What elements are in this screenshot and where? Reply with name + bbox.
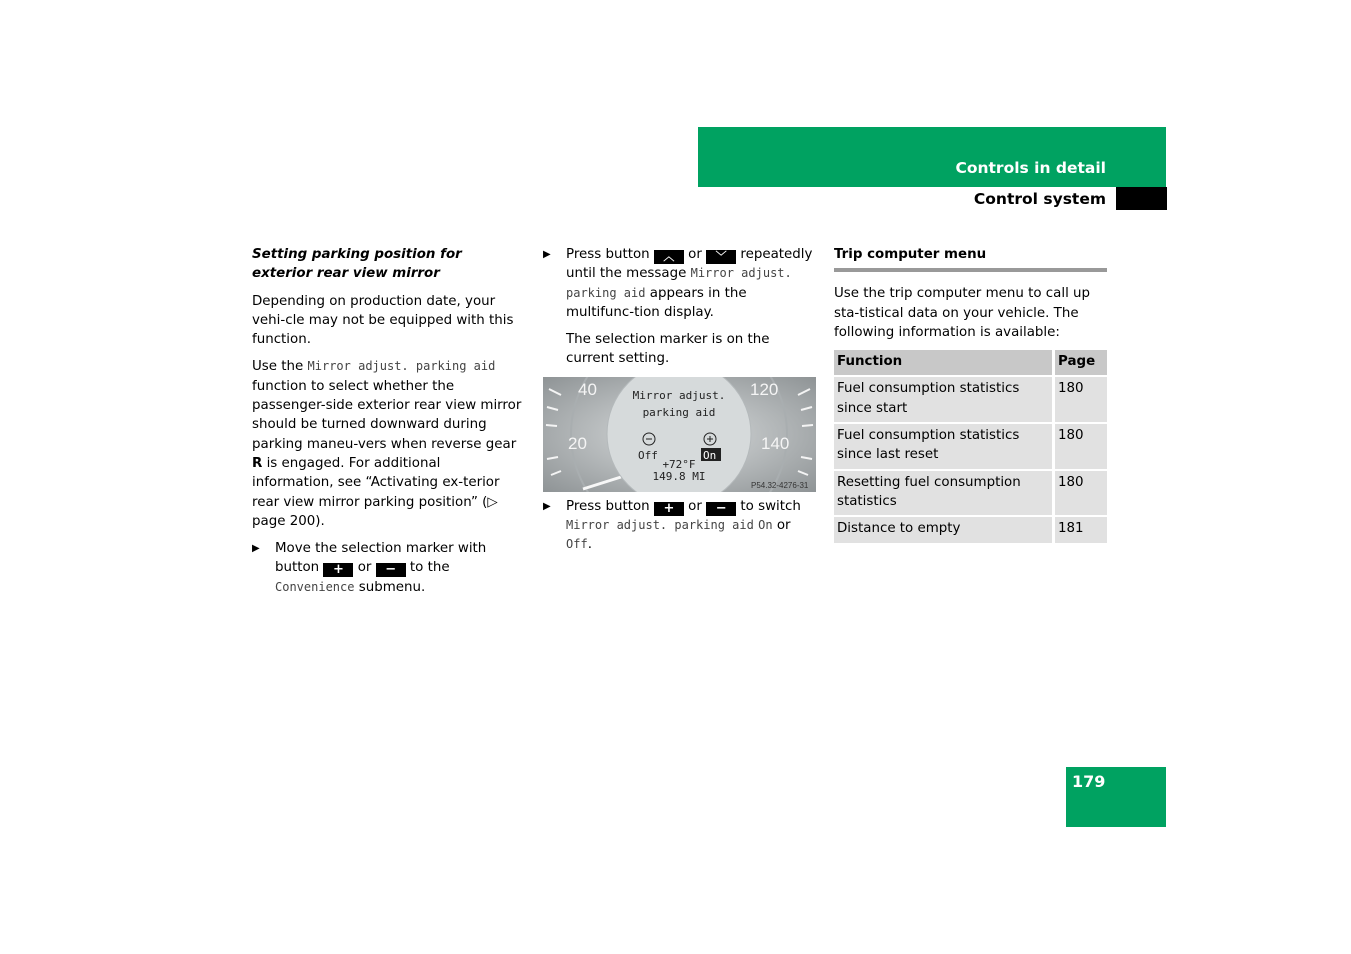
table-cell-function: Distance to empty xyxy=(834,516,1054,543)
column-middle xyxy=(543,245,818,563)
down-arrow-icon: ﹀ xyxy=(706,250,736,264)
instruction-step xyxy=(543,245,818,322)
display-line-1: Mirror adjust. xyxy=(632,388,726,402)
column-right xyxy=(834,245,1107,545)
text: is engaged. For additional information, see “Activating ex-terior rear view mirror parking position” ( xyxy=(252,455,500,510)
text: Use the xyxy=(252,359,308,375)
display-message: Mirror adjust. parking aid xyxy=(307,359,496,374)
table-cell-function: Resetting fuel consumption statistics xyxy=(834,470,1054,517)
text: . xyxy=(587,537,592,553)
text: or xyxy=(353,560,376,576)
table-cell-page: 180 xyxy=(1054,470,1108,517)
text: Press button xyxy=(566,247,654,262)
triangle-right-icon: ▶ xyxy=(252,543,260,555)
dial-140: 140 xyxy=(761,433,790,453)
dial-120: 120 xyxy=(750,379,779,399)
table-row xyxy=(834,423,1107,470)
display-line-2: parking aid xyxy=(642,405,716,419)
trip-computer-heading: Trip computer menu xyxy=(834,247,987,262)
table-cell-page: 180 xyxy=(1054,376,1108,423)
triangle-right-icon: ▶ xyxy=(543,249,551,260)
gear-label: R xyxy=(252,455,263,471)
triangle-right-icon: ▶ xyxy=(543,500,551,512)
instrument-cluster-image xyxy=(543,377,816,492)
setting-on: On xyxy=(758,518,773,533)
table-cell-page: 181 xyxy=(1054,516,1108,543)
display-message: Mirror adjust. parking aid xyxy=(566,266,792,300)
plus-icon: + xyxy=(323,563,353,577)
paragraph-function xyxy=(252,357,526,531)
text: Press button xyxy=(566,498,654,514)
minus-icon: − xyxy=(706,502,736,516)
text: submenu. xyxy=(354,579,426,595)
display-on: On xyxy=(703,448,717,462)
display-message: Mirror adjust. parking aid xyxy=(566,518,754,533)
display-temp: +72°F xyxy=(662,457,696,471)
section-title: Controls in detail xyxy=(955,159,1106,177)
table-header-row xyxy=(834,350,1107,376)
table-header-function: Function xyxy=(834,350,1054,376)
paragraph-marker: The selection marker is on the current setting. xyxy=(566,332,770,367)
setting-off: Off xyxy=(566,537,588,552)
table-header-page: Page xyxy=(1054,350,1108,376)
text: or xyxy=(683,498,707,514)
minus-icon: − xyxy=(376,563,406,577)
text: or xyxy=(683,247,707,262)
text: to switch xyxy=(736,498,801,514)
table-cell-page: 180 xyxy=(1054,423,1108,470)
instruction-step xyxy=(543,497,818,555)
page-number: 179 xyxy=(1072,772,1106,791)
display-off: Off xyxy=(638,448,658,462)
table-row xyxy=(834,516,1107,543)
heading-rule xyxy=(834,268,1107,272)
dial-20: 20 xyxy=(568,433,587,453)
subsection-heading: Setting parking position for exterior rear view mirror xyxy=(252,247,462,282)
header-marker xyxy=(1116,187,1167,210)
text: repeatedly until the message xyxy=(566,247,813,282)
trip-function-table xyxy=(834,350,1107,544)
figure-ref: P54.32-4276-31 xyxy=(751,480,809,490)
section-subtitle: Control system xyxy=(973,190,1106,208)
up-arrow-icon: ︿ xyxy=(654,250,684,264)
table-row xyxy=(834,470,1107,517)
column-left xyxy=(252,245,526,605)
table-row xyxy=(834,376,1107,423)
text: page 200). xyxy=(252,513,325,529)
instruction-step xyxy=(252,539,526,597)
text: to the xyxy=(405,560,450,576)
page-ref-arrow-icon: ▷ xyxy=(487,494,498,510)
table-cell-function: Fuel consumption statistics since start xyxy=(834,376,1054,423)
text: appears in the multifunc-tion display. xyxy=(566,285,747,320)
submenu-name: Convenience xyxy=(275,579,355,594)
trip-intro: Use the trip computer menu to call up sta-tistical data on your vehicle. The following information is available: xyxy=(834,286,1091,340)
text: function to select whether the passenger-side exterior rear view mirror should be turned downward during parking maneu-vers when reverse gear xyxy=(252,378,522,452)
text: Move the selection marker with button xyxy=(275,541,487,576)
plus-icon: + xyxy=(654,502,684,516)
display-odo: 149.8 MI xyxy=(652,469,706,483)
dial-40: 40 xyxy=(578,379,597,399)
text: or xyxy=(772,518,791,534)
paragraph-production: Depending on production date, your vehi-cle may not be equipped with this function. xyxy=(252,293,514,348)
table-cell-function: Fuel consumption statistics since last reset xyxy=(834,423,1054,470)
